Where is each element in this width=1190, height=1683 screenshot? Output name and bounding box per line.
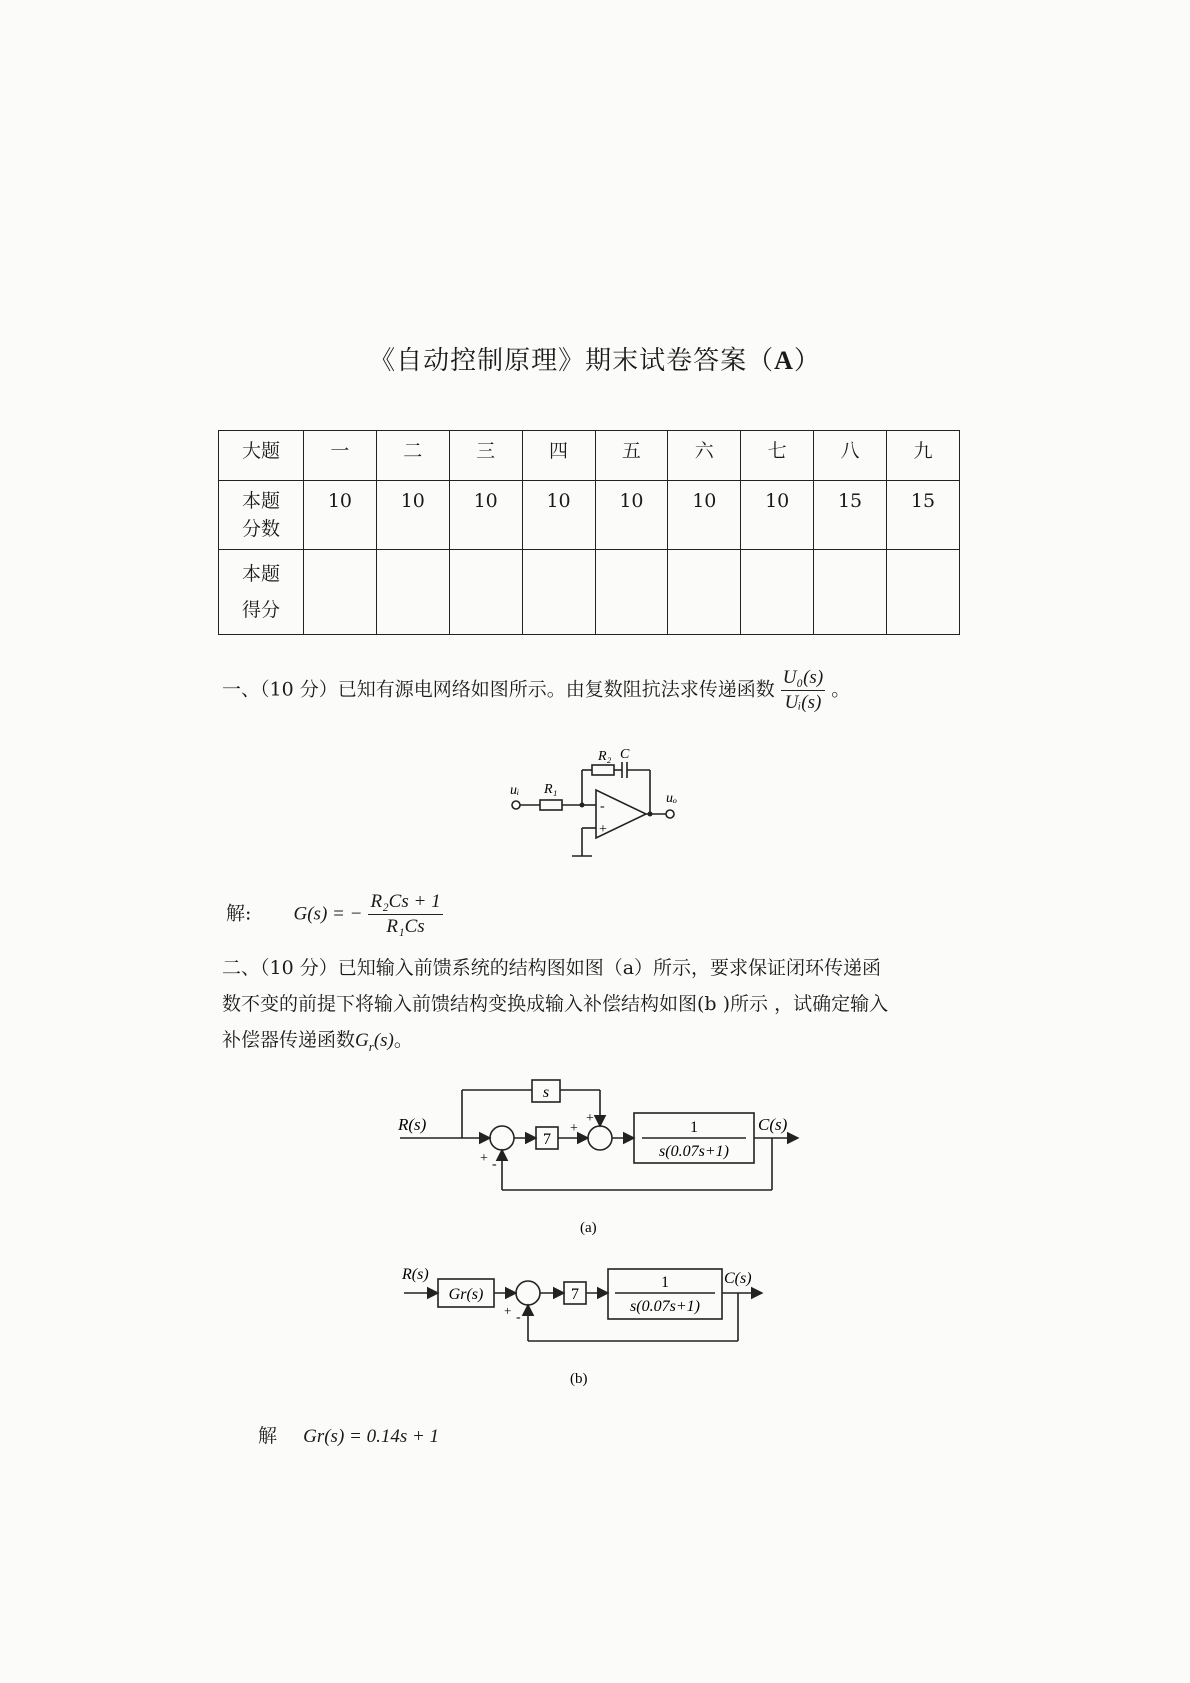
points-label: 本题 分数 [219, 481, 304, 550]
col-4: 四 [522, 431, 595, 481]
sum1-minus: - [492, 1157, 497, 1172]
compensator-block-label: Gr(s) [448, 1286, 484, 1303]
title-variant: A [774, 346, 794, 375]
label-r1: R₁ [544, 782, 558, 797]
label-ui: uᵢ [510, 783, 520, 798]
earned-cell[interactable] [668, 550, 741, 635]
plant-numerator: 1 [661, 1274, 669, 1291]
opamp-circuit-diagram [500, 748, 710, 868]
plant-denominator: s(0.07s+1) [630, 1298, 700, 1315]
question-1: 一、（10 分）已知有源电网络如图所示。由复数阻抗法求传递函数 $\frac{\text{U₀(s)}}{\text{Uᵢ(s)}}$ 。 [222, 667, 851, 713]
sum1-plus: + [480, 1151, 488, 1166]
label-minus: - [600, 799, 605, 814]
col-1: 一 [304, 431, 377, 481]
sum2-plus-left: + [570, 1121, 578, 1136]
points-7: 10 [741, 481, 814, 550]
earned-cell[interactable] [595, 550, 668, 635]
col-5: 五 [595, 431, 668, 481]
header-label: 大题 [219, 431, 304, 481]
caption-b: (b) [570, 1371, 588, 1387]
block-diagram-a [390, 1070, 810, 1240]
sum-plus: + [504, 1303, 512, 1318]
output-label: C(s) [724, 1270, 752, 1287]
label-uo: uₒ [666, 791, 677, 806]
points-8: 15 [814, 481, 887, 550]
earned-cell[interactable] [522, 550, 595, 635]
transfer-function-fraction: $\frac{\text{U₀(s)}}{\text{Uᵢ(s)}}$ [782, 667, 824, 713]
table-row [219, 481, 960, 550]
page-title: 《自动控制原理》期末试卷答案（A） [369, 346, 821, 376]
earned-label: 本题 得分 [219, 550, 304, 635]
points-5: 10 [595, 481, 668, 550]
caption-a: (a) [580, 1220, 597, 1236]
question-2: 二、（10 分）已知输入前馈系统的结构图如图（a）所示，要求保证闭环传递函 数不变的前提下将输入前馈结构变换成输入补偿结构如图(b )所示 ，试确定输入 补偿器传递函数$G_r(s)$。 [222, 957, 889, 1054]
output-label: C(s) [758, 1115, 788, 1134]
plant-denominator: s(0.07s+1) [659, 1143, 729, 1160]
feedforward-block-label: s [542, 1084, 550, 1101]
answer-2: 解 Gr(s) = 0.14s + 1 [258, 1425, 440, 1447]
answer-1-fraction: $\frac{\text{R₂Cs + 1}}{\text{R₁Cs}}$ [370, 891, 441, 937]
gain-block-label: 7 [571, 1286, 579, 1303]
label-plus: + [599, 822, 607, 837]
points-2: 10 [376, 481, 449, 550]
input-label: R(s) [402, 1266, 429, 1283]
points-9: 15 [887, 481, 960, 550]
sum2-plus-top: + [586, 1111, 594, 1126]
table-row [219, 550, 960, 635]
col-6: 六 [668, 431, 741, 481]
col-3: 三 [449, 431, 522, 481]
earned-cell[interactable] [887, 550, 960, 635]
answer-1: 解: G(s) = − $\frac{\text{R₂Cs + 1}}{\text{R₁Cs}}$ [226, 891, 441, 937]
col-9: 九 [887, 431, 960, 481]
block-diagram-b [400, 1255, 780, 1395]
col-8: 八 [814, 431, 887, 481]
earned-cell[interactable] [814, 550, 887, 635]
earned-cell[interactable] [376, 550, 449, 635]
label-c: C [620, 748, 630, 762]
col-7: 七 [741, 431, 814, 481]
gain-block-label: 7 [543, 1131, 551, 1148]
col-2: 二 [376, 431, 449, 481]
score-table [218, 430, 960, 635]
input-label: R(s) [398, 1115, 427, 1134]
plant-numerator: 1 [690, 1119, 698, 1136]
points-4: 10 [522, 481, 595, 550]
points-3: 10 [449, 481, 522, 550]
earned-cell[interactable] [449, 550, 522, 635]
earned-cell[interactable] [741, 550, 814, 635]
label-r2: R₂ [598, 749, 612, 764]
points-1: 10 [304, 481, 377, 550]
sum-minus: - [516, 1310, 521, 1325]
earned-cell[interactable] [304, 550, 377, 635]
points-6: 10 [668, 481, 741, 550]
table-row [219, 431, 960, 481]
